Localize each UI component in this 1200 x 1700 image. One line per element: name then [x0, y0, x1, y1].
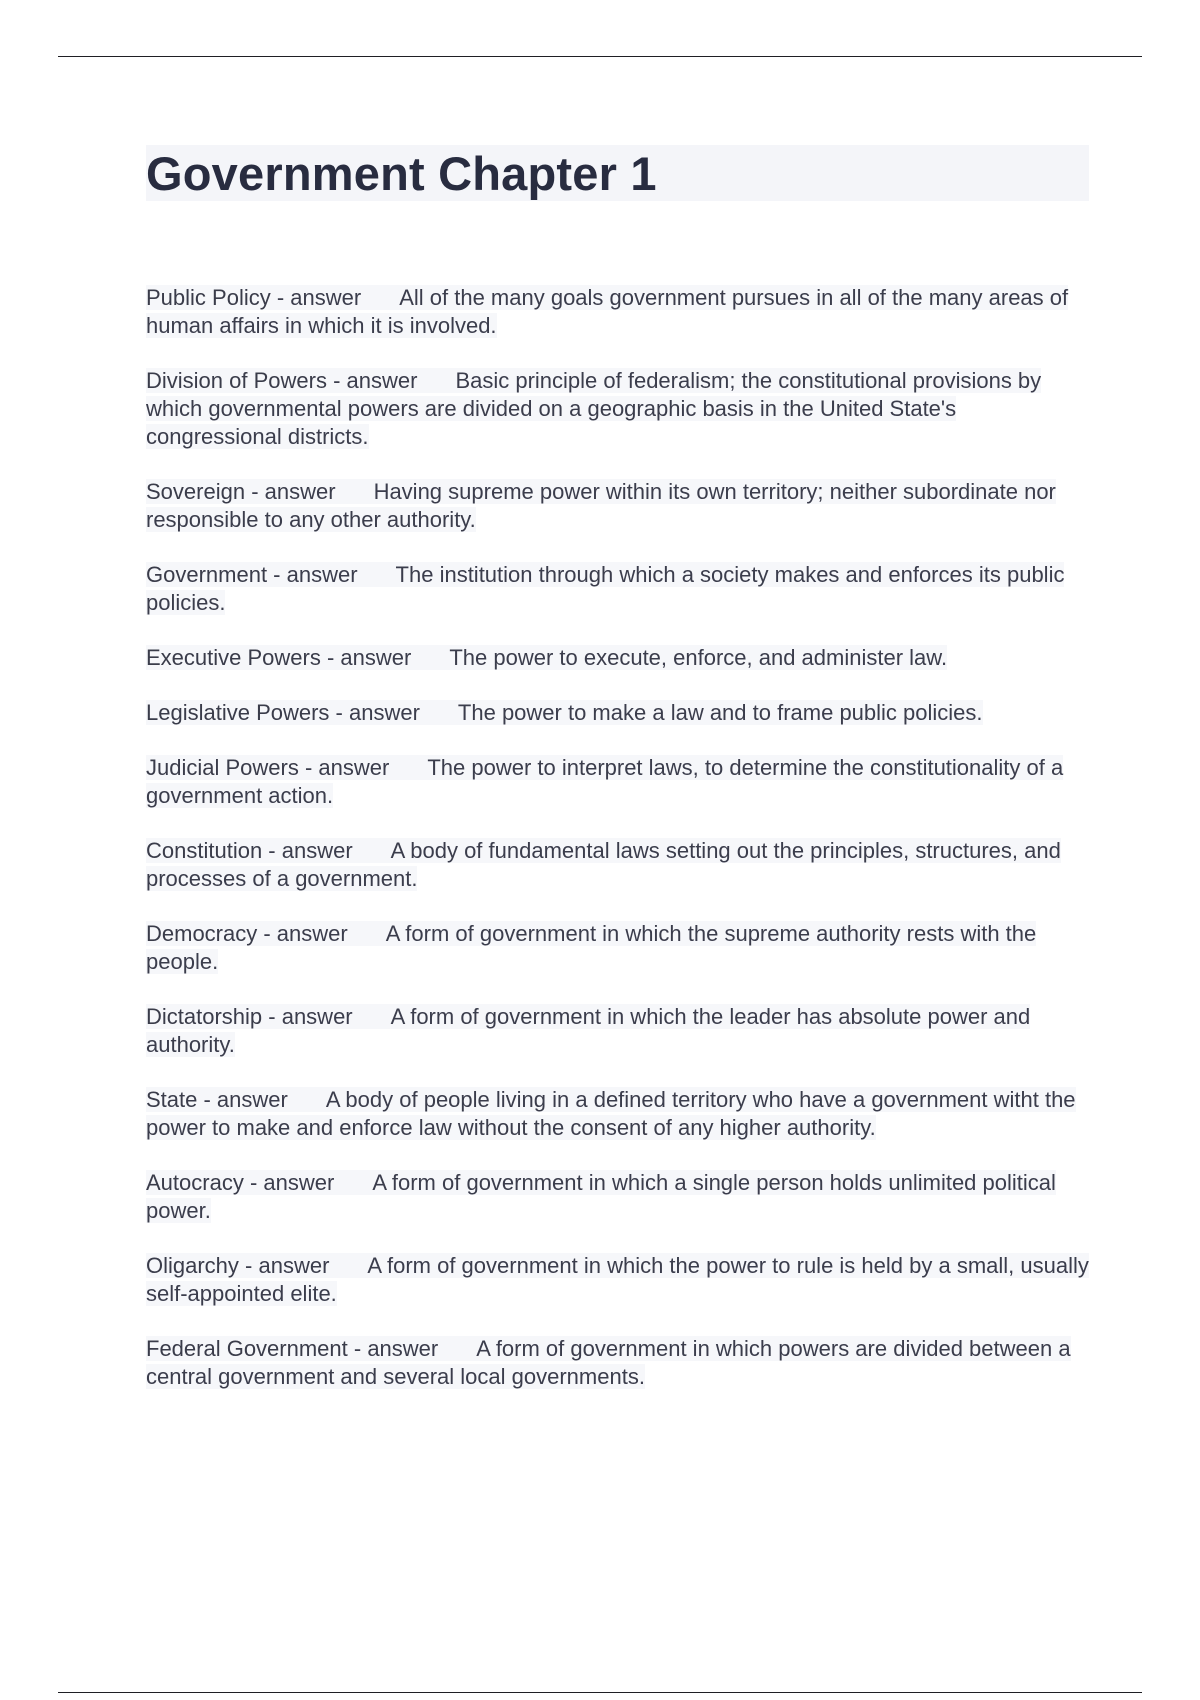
definition: Basic principle of federalism; the constitutional provisions by which governmental powers are divided on a geographic basis in the United State's congressional districts.: [146, 368, 1042, 449]
definition: A form of government in which the leader has absolute power and authority.: [146, 1004, 1031, 1057]
definition: The power to execute, enforce, and administer law.: [449, 645, 948, 670]
flashcard-entry: [146, 1086, 1096, 1142]
answer-label: - answer: [262, 838, 353, 863]
flashcard-entry: [146, 284, 1096, 340]
term: Sovereign: [146, 479, 246, 504]
term: Federal Government: [146, 1336, 348, 1361]
flashcard-entry: [146, 561, 1096, 617]
flashcard-entry: [146, 754, 1096, 810]
answer-label: - answer: [238, 1253, 330, 1278]
top-rule: [58, 56, 1142, 57]
definition: A form of government in which a single person holds unlimited political power.: [146, 1170, 1056, 1223]
answer-label: - answer: [243, 1170, 335, 1195]
definition: A form of government in which the power to rule is held by a small, usually self-appointed elite.: [146, 1253, 1089, 1306]
definition: The power to interpret laws, to determine the constitutionality of a government action.: [146, 755, 1064, 808]
flashcard-entry: [146, 1169, 1096, 1225]
definition: Having supreme power within its own territory; neither subordinate nor responsible to any other authority.: [146, 479, 1056, 532]
answer-label: - answer: [326, 368, 418, 393]
flashcard-list: [146, 284, 1096, 1418]
answer-label: - answer: [347, 1336, 439, 1361]
term: Legislative Powers: [146, 700, 330, 725]
flashcard-entry: [146, 644, 1096, 672]
term: Public Policy: [146, 285, 271, 310]
flashcard-entry: [146, 920, 1096, 976]
term: Constitution: [146, 838, 263, 863]
term: Dictatorship: [146, 1004, 263, 1029]
term: Division of Powers: [146, 368, 327, 393]
term: Democracy: [146, 921, 258, 946]
bottom-rule: [58, 1692, 1142, 1693]
answer-label: - answer: [320, 645, 412, 670]
page-title: Government Chapter 1: [146, 147, 657, 200]
term: Judicial Powers: [146, 755, 299, 780]
definition: A body of fundamental laws setting out the principles, structures, and processes of a government.: [146, 838, 1061, 891]
answer-label: - answer: [298, 755, 390, 780]
answer-label: - answer: [270, 285, 362, 310]
definition: All of the many goals government pursues in all of the many areas of human affairs in which it is involved.: [146, 285, 1069, 338]
definition: The institution through which a society makes and enforces its public policies.: [146, 562, 1065, 615]
term: Executive Powers: [146, 645, 321, 670]
flashcard-entry: [146, 837, 1096, 893]
definition: A form of government in which the supreme authority rests with the people.: [146, 921, 1037, 974]
term: Autocracy: [146, 1170, 244, 1195]
flashcard-entry: [146, 1335, 1096, 1391]
answer-label: - answer: [257, 921, 348, 946]
term: State: [146, 1087, 198, 1112]
flashcard-entry: [146, 1252, 1096, 1308]
answer-label: - answer: [262, 1004, 353, 1029]
flashcard-entry: [146, 699, 1096, 727]
answer-label: - answer: [329, 700, 420, 725]
answer-label: - answer: [197, 1087, 288, 1112]
term: Oligarchy: [146, 1253, 239, 1278]
flashcard-entry: [146, 1003, 1096, 1059]
answer-label: - answer: [267, 562, 358, 587]
flashcard-entry: [146, 367, 1096, 451]
definition: A form of government in which powers are divided between a central government and several local governments.: [146, 1336, 1071, 1389]
answer-label: - answer: [245, 479, 336, 504]
definition: The power to make a law and to frame public policies.: [457, 700, 983, 725]
flashcard-entry: [146, 478, 1096, 534]
term: Government: [146, 562, 268, 587]
definition: A body of people living in a defined territory who have a government witht the power to make and enforce law without the consent of any higher authority.: [146, 1087, 1076, 1140]
